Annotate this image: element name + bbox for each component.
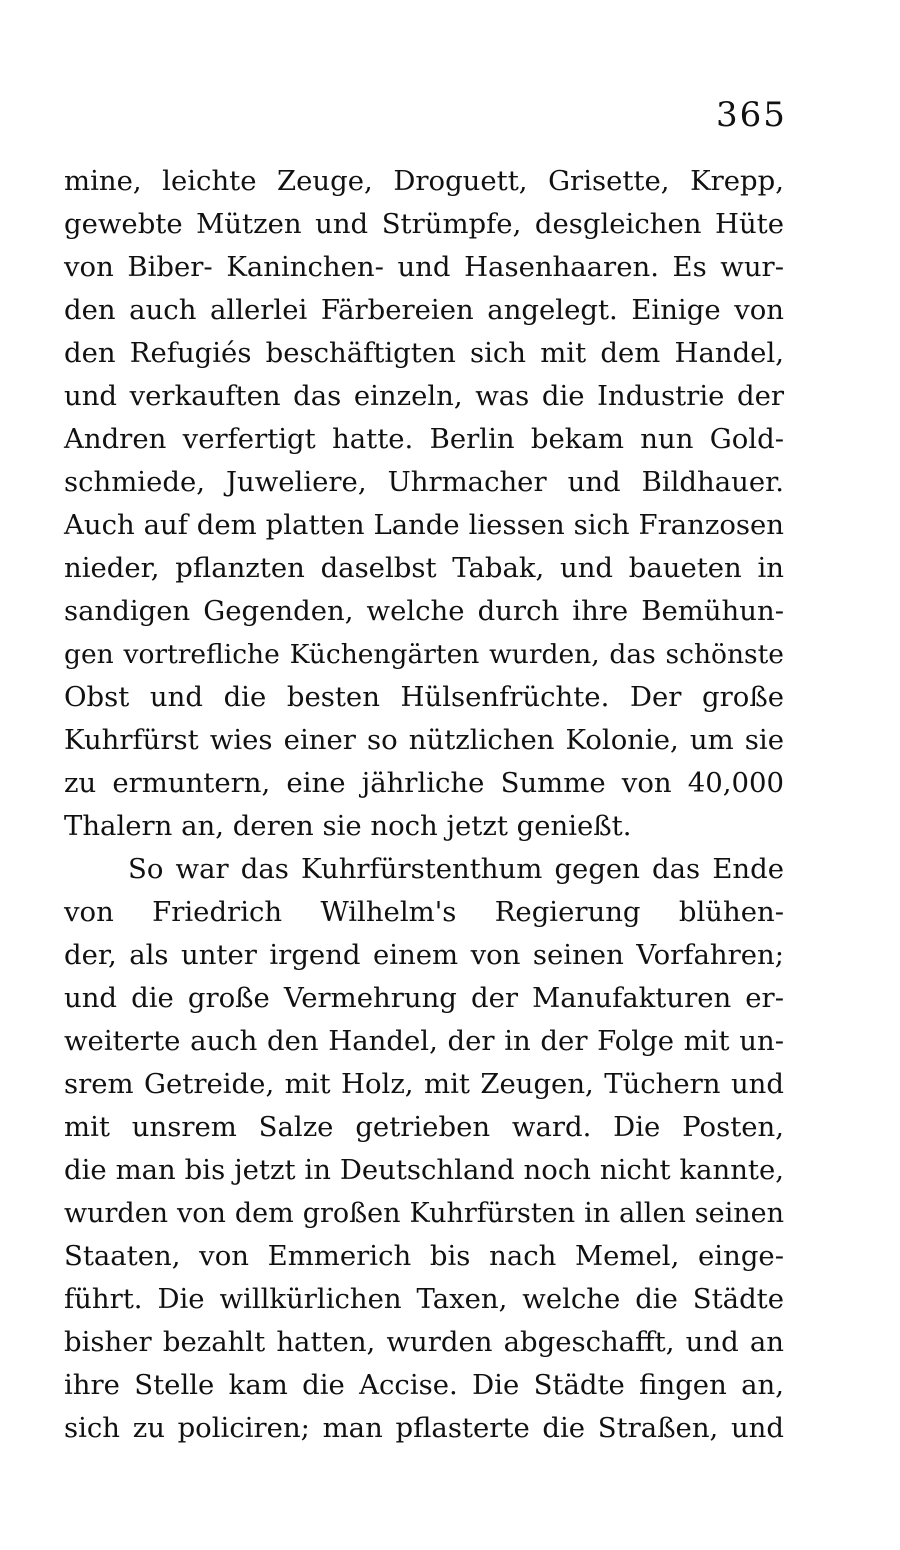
text-line: sich zu policiren; man pflasterte die Straßen, und <box>64 1412 784 1444</box>
text-line: Andren verfertigt hatte. Berlin bekam nun Gold- <box>64 423 784 455</box>
text-line: Auch auf dem platten Lande liessen sich Franzosen <box>64 509 784 541</box>
text-line: von Friedrich Wilhelm's Regierung blühen- <box>64 896 784 928</box>
text-line: sandigen Gegenden, welche durch ihre Bemühun- <box>64 595 784 627</box>
text-line: bisher bezahlt hatten, wurden abgeschafft, und an <box>64 1326 784 1358</box>
text-line: die man bis jetzt in Deutschland noch nicht kannte, <box>64 1154 784 1186</box>
page-number: 365 <box>716 95 787 135</box>
text-line: zu ermuntern, eine jährliche Summe von 40,000 <box>64 767 784 799</box>
text-line: wurden von dem großen Kuhrfürsten in allen seinen <box>64 1198 784 1229</box>
text-line: mine, leichte Zeuge, Droguett, Grisette, Krepp, <box>64 165 784 197</box>
text-line: der, als unter irgend einem von seinen Vorfahren; <box>64 939 784 971</box>
text-line: gewebte Mützen und Strümpfe, desgleichen Hüte <box>64 208 784 240</box>
text-line: ihre Stelle kam die Accise. Die Städte fingen an, <box>64 1369 784 1401</box>
text-line: Kuhrfürst wies einer so nützlichen Kolonie, um sie <box>64 724 784 756</box>
paragraph-start-line: So war das Kuhrfürstenthum gegen das Ende <box>128 853 784 885</box>
text-line: schmiede, Juweliere, Uhrmacher und Bildhauer. <box>64 466 784 498</box>
text-line: weiterte auch den Handel, der in der Folge mit un- <box>64 1025 784 1057</box>
text-line: srem Getreide, mit Holz, mit Zeugen, Tüchern und <box>64 1068 784 1100</box>
text-line: Obst und die besten Hülsenfrüchte. Der große <box>64 681 784 713</box>
text-line: und verkauften das einzeln, was die Industrie der <box>64 380 784 412</box>
body-text <box>64 160 784 1450</box>
text-line: den Refugiés beschäftigten sich mit dem Handel, <box>64 337 784 369</box>
text-line: mit unsrem Salze getrieben ward. Die Posten, <box>64 1111 784 1143</box>
text-line: gen vortrefliche Küchengärten wurden, das schönste <box>64 639 784 670</box>
text-line: Staaten, von Emmerich bis nach Memel, einge- <box>64 1240 784 1272</box>
text-line: und die große Vermehrung der Manufakturen er- <box>64 982 784 1014</box>
paragraph-end-line: Thalern an, deren sie noch jetzt genießt. <box>64 810 632 842</box>
text-line: nieder, pflanzten daselbst Tabak, und baueten in <box>64 552 784 584</box>
text-line: führt. Die willkürlichen Taxen, welche die Städte <box>64 1283 784 1315</box>
text-line: von Biber- Kaninchen- und Hasenhaaren. Es wur- <box>64 251 784 283</box>
text-line: den auch allerlei Färbereien angelegt. Einige von <box>64 294 784 326</box>
